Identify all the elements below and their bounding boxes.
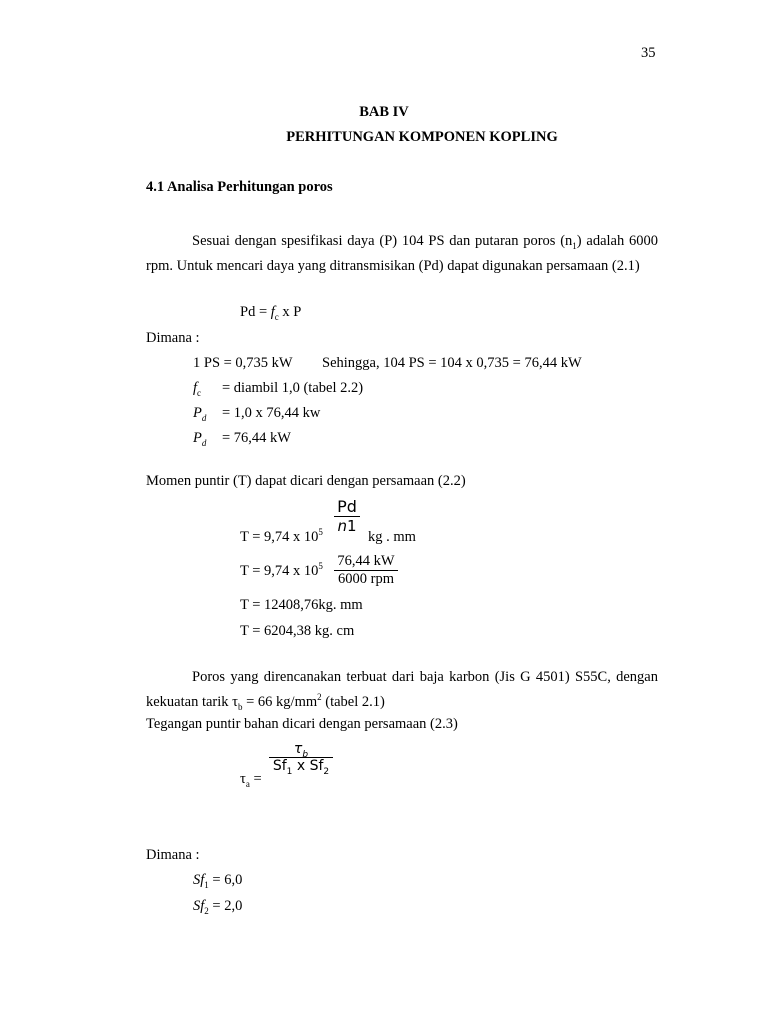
chapter-heading: BAB IV xyxy=(359,104,409,120)
torque-eq-4: T = 6204,38 kg. cm xyxy=(240,623,355,639)
torque-eq-3: T = 12408,76kg. mm xyxy=(240,597,363,613)
fraction-power-rpm: 76,44 kW 6000 rpm xyxy=(334,553,398,588)
sf2-line: $Sf_2 = 2,0$ xyxy=(193,898,243,916)
fraction-pd-n1: $\frac{Pd}{n1}$ xyxy=(334,497,360,535)
equation-pd: $Pd = f_c$ x P xyxy=(240,304,302,322)
pd-line-1: $P_d$ xyxy=(193,405,207,423)
dimana-label-1: Dimana : xyxy=(146,330,200,346)
fraction-tau-sf: $\frac{\tau_b}{Sf_1 x Sf_2}$ xyxy=(269,741,333,774)
conversion-line: 1 PS = 0,735 kW xyxy=(193,355,293,371)
sf1-line: $Sf_1 = 6,0$ xyxy=(193,872,243,890)
torque-eq-2: T = 9,74 x $10^5$ xyxy=(240,561,323,579)
torque-unit: kg . mm xyxy=(368,529,416,545)
paragraph-2: Poros yang direncanakan terbuat dari baja karbon (Jis G 4501) S55C, dengan kekuatan tarik $\tau_b = 66$ $kg/mm^2$ (tabel 2.1) xyxy=(146,669,658,712)
torque-eq-1: T = 9,74 x $10^5$ xyxy=(240,527,323,545)
section-title: 4.1 Analisa Perhitungan poros xyxy=(146,179,333,195)
fc-line: $f_c$ xyxy=(193,380,202,398)
sehingga-line: Sehingga, 104 PS = 104 x 0,735 = 76,44 kW xyxy=(322,355,582,371)
pd-line-2: $P_d$ xyxy=(193,430,207,448)
tau-lhs: $\tau_a$ = xyxy=(240,771,262,789)
fc-value: = diambil 1,0 (tabel 2.2) xyxy=(222,380,364,396)
page-number: 35 xyxy=(641,45,656,61)
paragraph-1: Sesuai dengan spesifikasi daya (P) 104 PS dan putaran poros $(n_1)$ adalah 6000 rpm. Untuk mencari daya yang ditransmisikan (Pd) dapat digunakan persamaan (2.1) xyxy=(146,233,658,274)
momen-text: Momen puntir (T) dapat dicari dengan persamaan (2.2) xyxy=(146,473,466,489)
pd-value-1: = 1,0 x 76,44 kw xyxy=(222,405,321,421)
tegangan-text: Tegangan puntir bahan dicari dengan persamaan (2.3) xyxy=(146,716,458,732)
chapter-title: PERHITUNGAN KOMPONEN KOPLING xyxy=(286,129,558,145)
pd-value-2: = 76,44 kW xyxy=(222,430,291,446)
dimana-label-2: Dimana : xyxy=(146,847,200,863)
